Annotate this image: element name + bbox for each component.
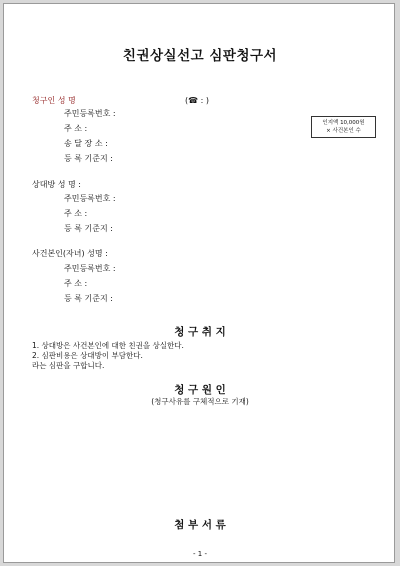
stamp-fee-box (311, 116, 376, 138)
claim-purpose-heading: 청 구 취 지 (174, 326, 226, 338)
claimant-phone-field: (☎ : ) (185, 96, 209, 105)
document-title: 친권상실선고 심판청구서 (122, 48, 278, 64)
claimant-address-label: 주 소 : (64, 124, 88, 133)
stamp-fee-line: 인지액 10,000원 (322, 120, 365, 126)
claim-reason-heading: 청 구 원 인 (174, 384, 226, 396)
claimant-service-address-label: 송 달 장 소 : (64, 139, 108, 148)
attachments-heading: 첨 부 서 류 (174, 519, 226, 531)
claimant-id-label: 주민등록번호 : (64, 109, 116, 118)
respondent-address-label: 주 소 : (64, 209, 88, 218)
subject-registry-label: 등 록 기준지 : (64, 294, 113, 303)
page-number: - 1 - (193, 550, 207, 558)
document-page (3, 3, 395, 563)
respondent-id-label: 주민등록번호 : (64, 194, 116, 203)
claim-purpose-line-1: 1. 상대방은 사건본인에 대한 친권을 상실한다. (32, 341, 184, 350)
respondent-name-label: 상대방 성 명 : (32, 180, 81, 189)
claim-purpose-line-3: 라는 심판을 구합니다. (32, 361, 105, 370)
subject-name-label: 사건본인(자녀) 성명 : (32, 249, 108, 258)
claim-reason-note: (청구사유를 구체적으로 기재) (151, 397, 249, 406)
respondent-registry-label: 등 록 기준지 : (64, 224, 113, 233)
claimant-registry-label: 등 록 기준지 : (64, 154, 113, 163)
subject-id-label: 주민등록번호 : (64, 264, 116, 273)
claim-purpose-line-2: 2. 심판비용은 상대방이 부담한다. (32, 351, 143, 360)
subject-address-label: 주 소 : (64, 279, 88, 288)
stamp-fee-multiplier: × 사건본인 수 (326, 128, 361, 134)
claimant-name-label: 청구인 성 명 (32, 96, 76, 105)
